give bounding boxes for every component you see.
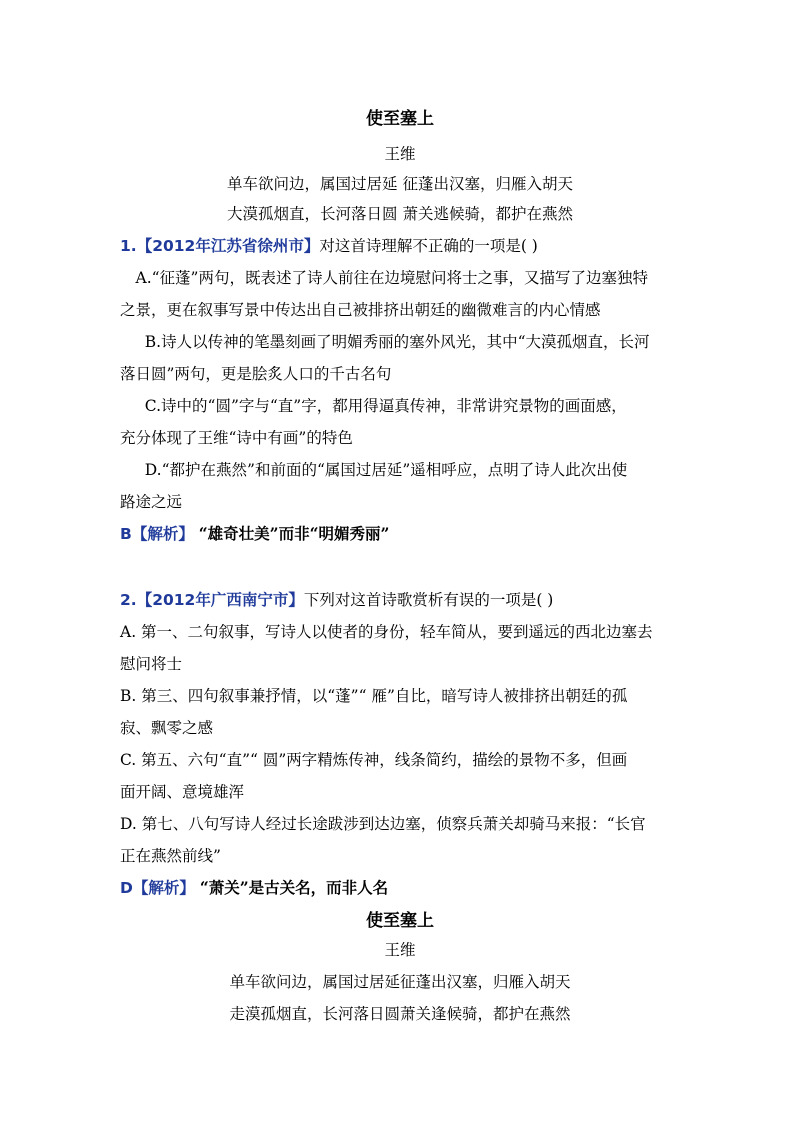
option-d: D.“都护在燕然”和前面的“属国过居延”遥相呼应，点明了诗人此次出使 bbox=[144, 461, 628, 479]
question-1 bbox=[120, 230, 680, 550]
option-c-cont: 面开阔、意境雄浑 bbox=[120, 783, 245, 801]
poem-author: 王维 bbox=[384, 145, 416, 163]
option-a: A. 第一、二句叙事，写诗人以使者的身份，轻车简从，要到遥远的西北边塞去 bbox=[120, 623, 653, 641]
poem-line: 单车欲问边，属国过居延 征蓬出汉塞，归雁入胡天 bbox=[227, 175, 573, 193]
option-d-cont: 正在燕然前线” bbox=[120, 847, 221, 865]
question-2 bbox=[120, 584, 680, 904]
option-c-cont: 充分体现了王维“诗中有画”的特色 bbox=[120, 429, 353, 447]
option-c: C.诗中的“圆”字与“直”字，都用得逼真传神，非常讲究景物的画面感， bbox=[144, 397, 627, 415]
poem-line: 大漠孤烟直，长河落日圆 萧关逃候骑，都护在燕然 bbox=[227, 205, 573, 223]
poem-title: 使至塞上 bbox=[366, 109, 434, 129]
option-b-cont: 落日圆”两句，更是脍炙人口的千古名句 bbox=[120, 365, 392, 383]
poem-line: 走漠孤烟直，长河落日圆萧关逢候骑，都护在燕然 bbox=[229, 1005, 571, 1023]
option-b: B.诗人以传神的笔墨刻画了明媚秀丽的塞外风光，其中“大漠孤烟直，长河 bbox=[144, 333, 650, 351]
option-c: C. 第五、六句“直”“ 圆”两字精炼传神，线条简约，描绘的景物不多，但画 bbox=[120, 751, 628, 769]
option-a-cont: 之景，更在叙事写景中传达出自己被排挤出朝廷的幽微难言的内心情感 bbox=[120, 301, 601, 319]
option-a-cont: 慰问将士 bbox=[120, 655, 183, 673]
option-b-cont: 寂、飘零之感 bbox=[120, 719, 214, 737]
option-a: A.“征蓬”两句，既表述了诗人前往在边境慰问将士之事，又描写了边塞独特 bbox=[135, 269, 648, 287]
poem-line: 单车欲问边，属国过居延征蓬出汉塞，归雁入胡天 bbox=[229, 973, 571, 991]
question-stem: 1.【2012年江苏省徐州市】对这首诗理解不正确的一项是( ) bbox=[120, 237, 538, 255]
answer-analysis: D【解析】 “萧关”是古关名，而非人名 bbox=[120, 878, 389, 897]
poem-title: 使至塞上 bbox=[366, 911, 434, 931]
poem-author: 王维 bbox=[384, 941, 416, 959]
option-d: D. 第七、八句写诗人经过长途跋涉到达边塞，侦察兵萧关却骑马来报：“长官 bbox=[120, 815, 646, 833]
option-d-cont: 路途之远 bbox=[120, 493, 183, 511]
question-stem: 2.【2012年广西南宁市】下列对这首诗歌赏析有误的一项是( ) bbox=[120, 591, 554, 609]
answer-analysis: B【解析】 “雄奇壮美”而非“明媚秀丽” bbox=[120, 524, 390, 543]
option-b: B. 第三、四句叙事兼抒情，以“蓬”“ 雁”自比，暗写诗人被排挤出朝廷的孤 bbox=[120, 687, 628, 705]
